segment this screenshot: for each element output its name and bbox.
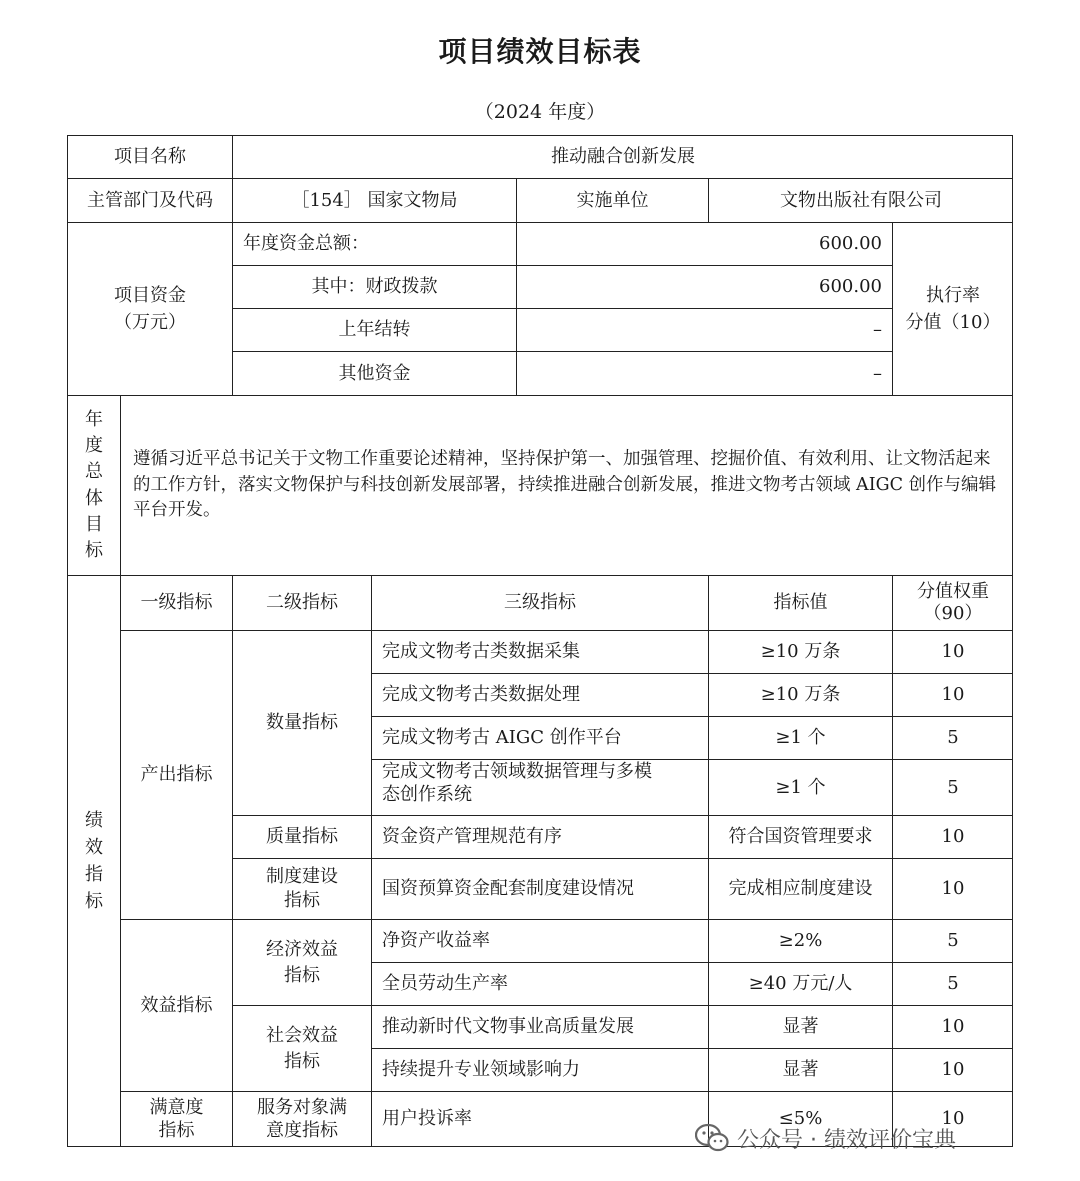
target-value-cell: 符合国资管理要求 [709, 816, 893, 859]
level2-quality: 质量指标 [233, 816, 372, 859]
execution-rate-line1: 执行率 [926, 285, 980, 306]
perf-char: 指 [85, 864, 103, 885]
target-value-cell: ≥1 个 [709, 760, 893, 816]
level1-output: 产出指标 [121, 631, 233, 920]
indicator-line2: 态创作系统 [382, 784, 472, 806]
indicator-cell: 用户投诉率 [372, 1092, 709, 1146]
page-title: 项目绩效目标表 [438, 35, 642, 68]
indicator-cell: 资金资产管理规范有序 [372, 816, 709, 859]
weight-cell: 10 [893, 1049, 1013, 1092]
level2-institution-line1: 制度建设 [266, 865, 338, 887]
level2-social-line1: 社会效益 [266, 1025, 338, 1047]
level1-satisfaction [121, 1092, 233, 1146]
level2-service [233, 1092, 372, 1146]
project-name-label: 项目名称 [68, 136, 233, 179]
funds-fiscal-value: 600.00 [517, 266, 893, 309]
target-value-cell: 完成相应制度建设 [709, 859, 893, 920]
unit-label: 实施单位 [517, 179, 709, 223]
performance-label [68, 576, 121, 1146]
goal-char: 体 [85, 487, 103, 509]
weight-cell: 5 [893, 760, 1013, 816]
level2-economic-line2: 指标 [284, 964, 320, 986]
weight-cell: 10 [893, 816, 1013, 859]
funds-label-line2: （万元） [114, 312, 186, 333]
indicator-cell [372, 760, 709, 816]
goal-char: 年 [85, 409, 103, 431]
header-weight-line1: 分值权重 [917, 580, 989, 602]
dept-value: ［154］ 国家文物局 [233, 179, 517, 223]
target-value-cell: ≤5% [709, 1092, 893, 1146]
weight-cell: 10 [893, 631, 1013, 674]
funds-carryover-label: 上年结转 [233, 309, 517, 352]
header-weight [893, 576, 1013, 631]
weight-cell: 10 [893, 1006, 1013, 1049]
funds-other-label: 其他资金 [233, 352, 517, 396]
weight-cell: 5 [893, 920, 1013, 963]
level1-satisfaction-line2: 指标 [158, 1120, 195, 1141]
header-value: 指标值 [709, 576, 893, 631]
level2-service-line2: 意度指标 [266, 1120, 338, 1141]
funds-carryover-value: – [517, 309, 893, 352]
goal-char: 度 [85, 435, 103, 457]
target-value-cell: ≥10 万条 [709, 631, 893, 674]
execution-rate-line2: 分值（10） [905, 312, 1001, 333]
target-value-cell: ≥2% [709, 920, 893, 963]
goal-char: 标 [85, 539, 103, 561]
level2-institution-line2: 指标 [284, 890, 320, 911]
header-level1: 一级指标 [121, 576, 233, 631]
indicator-cell: 净资产收益率 [372, 920, 709, 963]
perf-char: 标 [85, 891, 103, 912]
annual-goal-label [68, 396, 121, 576]
goal-char: 目 [85, 513, 103, 535]
perf-char: 绩 [85, 810, 103, 831]
level2-economic-line1: 经济效益 [266, 939, 338, 961]
target-value-cell: 显著 [709, 1006, 893, 1049]
target-value-cell: ≥10 万条 [709, 674, 893, 717]
indicator-cell: 全员劳动生产率 [372, 963, 709, 1006]
funds-total-value: 600.00 [517, 223, 893, 266]
execution-rate [893, 223, 1013, 396]
goal-char: 总 [85, 461, 103, 483]
watermark [695, 1120, 956, 1156]
indicator-cell: 完成文物考古 AIGC 创作平台 [372, 717, 709, 760]
funds-total-label: 年度资金总额： [233, 223, 517, 266]
level2-service-line1: 服务对象满 [257, 1096, 347, 1118]
header-level3: 三级指标 [372, 576, 709, 631]
perf-char: 效 [85, 837, 103, 858]
level1-benefit: 效益指标 [121, 920, 233, 1092]
target-value-cell: 显著 [709, 1049, 893, 1092]
unit-value: 文物出版社有限公司 [709, 179, 1013, 223]
level2-institution [233, 859, 372, 920]
fiscal-year: （2024 年度） [474, 101, 606, 123]
level2-social-line2: 指标 [284, 1050, 320, 1072]
weight-cell: 10 [941, 1108, 965, 1130]
target-value-cell: ≥1 个 [709, 717, 893, 760]
funds-label-line1: 项目资金 [114, 285, 186, 306]
indicator-cell: 推动新时代文物事业高质量发展 [372, 1006, 709, 1049]
target-value-cell: ≥40 万元/人 [709, 963, 893, 1006]
watermark-text: 公众号 · 绩效评价宝典 [737, 1127, 956, 1153]
header-weight-line2: （90） [923, 603, 983, 624]
indicator-cell: 完成文物考古类数据采集 [372, 631, 709, 674]
weight-cell: 10 [893, 859, 1013, 920]
indicator-cell: 完成文物考古类数据处理 [372, 674, 709, 717]
level2-economic [233, 920, 372, 1006]
header-level2: 二级指标 [233, 576, 372, 631]
weight-cell: 10 [893, 674, 1013, 717]
indicator-line1: 完成文物考古领域数据管理与多模 [382, 761, 652, 782]
level2-social [233, 1006, 372, 1092]
weight-cell: 5 [893, 963, 1013, 1006]
funds-other-value: – [517, 352, 893, 396]
weight-cell: 5 [893, 717, 1013, 760]
annual-goal-text: 遵循习近平总书记关于文物工作重要论述精神，坚持保护第一、加强管理、挖掘价值、有效利用、让文物活起来的工作方针，落实文物保护与科技创新发展部署，持续推进融合创新发展，推进文物考古领域 AIGC 创作与编辑平台开发。 [121, 396, 1013, 576]
level2-quantity: 数量指标 [233, 631, 372, 816]
dept-label: 主管部门及代码 [68, 179, 233, 223]
wechat-icon [695, 1123, 729, 1153]
performance-target-table [67, 135, 1013, 1147]
level1-satisfaction-line1: 满意度 [149, 1096, 204, 1118]
project-name-value: 推动融合创新发展 [233, 136, 1013, 179]
funds-label [68, 223, 233, 396]
indicator-cell: 持续提升专业领域影响力 [372, 1049, 709, 1092]
funds-fiscal-label: 其中：财政拨款 [233, 266, 517, 309]
indicator-cell: 国资预算资金配套制度建设情况 [372, 859, 709, 920]
